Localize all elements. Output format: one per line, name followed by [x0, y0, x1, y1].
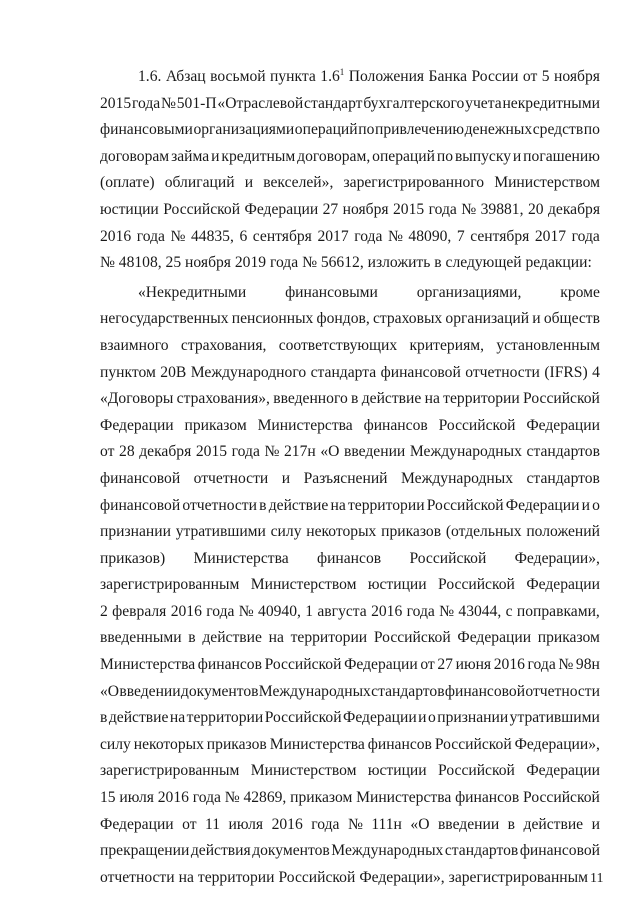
word: и	[281, 469, 291, 487]
word: Федерации»,	[514, 735, 600, 753]
word: кроме	[560, 283, 600, 301]
text-line	[100, 732, 600, 759]
word: по	[358, 121, 375, 139]
word: критериям,	[409, 336, 485, 354]
text-line	[100, 64, 600, 91]
text-line	[100, 386, 600, 413]
word: года	[206, 602, 235, 620]
word: в	[188, 629, 196, 647]
word: отчетности	[182, 496, 257, 514]
word: Министерством	[250, 576, 357, 594]
word: Министерством	[494, 174, 600, 192]
text-line	[100, 599, 600, 626]
word: по	[436, 147, 454, 165]
text-line	[100, 519, 600, 546]
word: 217н	[283, 443, 316, 461]
word: 7	[456, 227, 465, 245]
word: и	[532, 310, 541, 328]
word: документов	[180, 682, 259, 700]
word: Российской	[523, 789, 600, 807]
word: 40940,	[258, 602, 301, 620]
word: введении	[119, 682, 181, 700]
paragraph-amendment-text	[100, 280, 600, 892]
word: организациями	[193, 121, 295, 139]
text-line	[100, 838, 600, 865]
document-body	[100, 64, 600, 891]
word: «Отраслевой	[217, 94, 304, 112]
word: зарегистрированного	[343, 174, 485, 192]
word: Российской	[373, 629, 451, 647]
text-line	[100, 144, 600, 171]
word: 43044,	[458, 602, 502, 620]
word: финансовой	[380, 363, 461, 381]
word: отчетности	[465, 363, 540, 381]
word: Российской	[163, 200, 241, 218]
word: Международных	[258, 682, 371, 700]
word: 2016	[271, 815, 303, 833]
word: июля	[119, 789, 154, 807]
footnote-superscript: 1	[339, 67, 345, 77]
word: № 48108, 25 ноября 2019 года № 56612, изложить в следующей редакции:	[100, 254, 592, 272]
word: Российской	[426, 496, 504, 514]
word: силу	[100, 735, 131, 753]
word: отчетности	[100, 868, 175, 886]
word: векселей»,	[263, 174, 334, 192]
word: Федерации	[457, 629, 532, 647]
word: Министерства	[257, 416, 353, 434]
word: года	[406, 602, 435, 620]
word: Федерации	[526, 762, 600, 780]
word: года	[428, 200, 457, 218]
word: года	[571, 227, 600, 245]
text-line	[100, 758, 600, 785]
word: 4	[592, 363, 600, 381]
word: документов	[252, 842, 330, 860]
word: 2016	[170, 602, 202, 620]
word: стандартов	[371, 682, 445, 700]
word: Федерации	[526, 416, 600, 434]
word: Федерации	[344, 656, 418, 674]
word: бухгалтерского	[363, 94, 465, 112]
word: 20	[527, 200, 544, 218]
word: приказов)	[100, 549, 166, 567]
word: зарегистрированным	[100, 762, 240, 780]
text-line	[100, 625, 600, 652]
word: года	[136, 227, 165, 245]
word: Разъяснений	[303, 469, 388, 487]
paragraph-amendment-intro	[100, 64, 600, 277]
word: «О	[100, 682, 120, 700]
word: 2015	[195, 443, 228, 461]
word: пенсионных	[231, 310, 314, 328]
word: юстиции	[100, 200, 159, 218]
word: территории	[197, 868, 275, 886]
word: в	[351, 390, 359, 408]
word: действие	[523, 815, 584, 833]
word: 11	[205, 815, 221, 833]
word: учета	[465, 94, 502, 112]
word: №	[347, 815, 363, 833]
word: финансовой	[100, 496, 181, 514]
word: №	[170, 227, 186, 245]
word: года	[132, 94, 161, 112]
word: о	[427, 709, 436, 727]
word: августа	[317, 602, 367, 620]
text-line	[100, 652, 600, 679]
text-line	[100, 546, 600, 573]
word: 48090,	[408, 227, 452, 245]
word: Министерства	[269, 735, 365, 753]
word: №	[264, 443, 280, 461]
text-line	[100, 493, 600, 520]
word: отчетности	[193, 469, 269, 487]
word: облигаций	[164, 174, 235, 192]
word: стандартов	[526, 443, 600, 461]
text-line	[100, 170, 600, 197]
text-line	[100, 197, 600, 224]
word: действие	[202, 629, 262, 647]
word: года	[527, 656, 556, 674]
word: займа	[171, 147, 210, 165]
word: некредитными	[502, 94, 600, 112]
word: негосударственных	[100, 310, 229, 328]
word: 2017	[317, 227, 349, 245]
word: 27	[437, 656, 453, 674]
word: №	[161, 94, 176, 112]
word: от	[100, 443, 115, 461]
word: действие	[361, 390, 422, 408]
word: и	[581, 496, 590, 514]
word: приказов	[381, 523, 442, 541]
word: финансов	[363, 416, 428, 434]
word: утратившими	[175, 523, 266, 541]
word: Международного	[190, 363, 307, 381]
word: 28	[119, 443, 135, 461]
word: договорам	[100, 147, 170, 165]
word: 1.6.	[138, 68, 162, 85]
word: приказов	[206, 735, 267, 753]
word: силу	[270, 523, 302, 541]
word: Федерации	[343, 709, 417, 727]
word: стандартов	[526, 469, 600, 487]
word: на	[268, 629, 284, 647]
word: организаций	[445, 310, 530, 328]
word: Министерства	[193, 549, 289, 567]
word: финансовой	[444, 682, 526, 700]
word: взаимного	[100, 336, 169, 354]
word-with-superscript	[320, 64, 344, 91]
text-line	[100, 865, 600, 892]
word: в	[259, 496, 267, 514]
text-line	[100, 360, 600, 387]
word: с	[505, 602, 513, 620]
word: обществ	[543, 310, 600, 328]
word: некоторых	[306, 523, 377, 541]
word: Министерства	[356, 789, 452, 807]
word: Международных	[409, 443, 522, 461]
word: России	[471, 68, 519, 85]
word: действие	[268, 496, 329, 514]
word: юстиции	[367, 762, 427, 780]
word: финансовой	[519, 842, 600, 860]
word: приказом	[537, 629, 600, 647]
word: средств	[532, 121, 584, 139]
word: стандарта	[310, 363, 377, 381]
word: и	[211, 147, 220, 165]
word: Федерации»,	[359, 868, 445, 886]
text-line	[100, 413, 600, 440]
word: Российской	[264, 709, 342, 727]
word: действия	[190, 842, 251, 860]
word: Министерства	[100, 656, 196, 674]
word: Федерации	[526, 576, 600, 594]
word: и	[512, 147, 522, 165]
word: 27	[322, 200, 339, 218]
text-line	[100, 439, 600, 466]
word: года	[192, 789, 221, 807]
word: Федерации»,	[514, 549, 600, 567]
word: Российской	[438, 762, 515, 780]
word: приказом	[184, 416, 247, 434]
word: №	[558, 656, 574, 674]
word: отчетности	[525, 682, 600, 700]
text-line	[100, 117, 600, 144]
text-line	[100, 466, 600, 493]
word: 2015	[100, 94, 132, 112]
word: территории	[443, 390, 520, 408]
word: Российской	[523, 390, 600, 408]
word: 1	[305, 602, 314, 620]
word: (оплате)	[100, 174, 155, 192]
word: 5	[541, 68, 550, 85]
word: 6	[239, 227, 248, 245]
word: 1.6	[320, 68, 340, 85]
word: денежных	[464, 121, 533, 139]
word: восьмой	[210, 68, 266, 85]
word: установленным	[496, 336, 600, 354]
word: июля	[228, 815, 264, 833]
word: года	[354, 227, 383, 245]
word: территории	[347, 496, 425, 514]
word: в	[100, 709, 108, 727]
word: по	[583, 121, 600, 139]
word: стандартов	[444, 842, 519, 860]
word: 20В	[160, 363, 187, 381]
word: привлечению	[374, 121, 465, 139]
word: Абзац	[165, 68, 206, 85]
word: поправками,	[516, 602, 600, 620]
text-line	[100, 333, 600, 360]
word: договорам,	[297, 147, 371, 165]
word: признании	[437, 709, 509, 727]
word: введенными	[100, 629, 182, 647]
word: операций	[372, 147, 435, 165]
word: 15	[100, 789, 116, 807]
word: Российской	[438, 416, 516, 434]
word: территории	[186, 709, 264, 727]
word: выпуску	[454, 147, 511, 165]
text-line	[100, 785, 600, 812]
word: на	[178, 868, 194, 886]
word: сентября	[470, 227, 530, 245]
word: Российской	[264, 656, 342, 674]
page-number: 11	[590, 871, 604, 886]
word: года	[231, 443, 260, 461]
word: 44835,	[190, 227, 234, 245]
word: Федерации	[100, 815, 174, 833]
word: финансов	[316, 549, 382, 567]
word: территории	[290, 629, 368, 647]
word: страхования,	[180, 336, 267, 354]
text-line	[100, 306, 600, 333]
word: организациями,	[416, 283, 522, 301]
word: июня	[455, 656, 492, 674]
word: Положения	[348, 68, 425, 85]
word: финансовой	[100, 469, 181, 487]
text-line	[100, 280, 600, 307]
word: юстиции	[367, 576, 427, 594]
word: погашению	[523, 147, 600, 165]
word: Федерации	[100, 416, 174, 434]
word: финансовыми	[100, 121, 193, 139]
word: некоторых	[133, 735, 204, 753]
word: операций	[294, 121, 358, 139]
word: №	[439, 602, 455, 620]
word: февраля	[112, 602, 167, 620]
word: №	[461, 200, 477, 218]
word: Банка	[428, 68, 468, 85]
word: и	[591, 815, 600, 833]
word: Федерации	[244, 200, 319, 218]
word: положений	[526, 523, 600, 541]
word: декабря	[547, 200, 600, 218]
word: №	[238, 602, 254, 620]
word: «О	[320, 443, 340, 461]
word: Российской	[438, 576, 515, 594]
word: 111н	[371, 815, 402, 833]
word: приказом	[290, 789, 353, 807]
word: введении	[437, 815, 500, 833]
word: 2015	[393, 200, 425, 218]
word: пунктом	[100, 363, 156, 381]
word: прекращении	[100, 842, 190, 860]
word: кредитным	[221, 147, 296, 165]
word: утратившими	[509, 709, 600, 727]
word: сентября	[252, 227, 312, 245]
word: в	[507, 815, 516, 833]
word: зарегистрированным	[448, 868, 588, 886]
word: Российской	[409, 549, 487, 567]
word: 2016	[100, 227, 132, 245]
word: и	[244, 174, 254, 192]
word: и	[418, 709, 427, 727]
word: 2017	[534, 227, 567, 245]
word: (IFRS)	[544, 363, 588, 381]
word: на	[424, 390, 440, 408]
word: «О	[410, 815, 430, 833]
text-line	[100, 224, 600, 251]
text-line	[100, 679, 600, 706]
word: ноября	[342, 200, 389, 218]
text-line	[100, 705, 600, 732]
word: Международных	[331, 842, 444, 860]
word: 2016	[371, 602, 403, 620]
word: соответствующих	[278, 336, 398, 354]
word: признании	[100, 523, 171, 541]
word: введенного	[273, 390, 348, 408]
word: (отдельных	[445, 523, 522, 541]
word: 2	[100, 602, 108, 620]
word: о	[592, 496, 600, 514]
word: на	[169, 709, 186, 727]
word: года	[311, 815, 340, 833]
word: страхования»,	[176, 390, 270, 408]
word: финансов	[197, 656, 262, 674]
word: Международных	[400, 469, 514, 487]
text-line	[100, 572, 600, 599]
word: 42869,	[243, 789, 287, 807]
word: стандарт	[304, 94, 363, 112]
word: фондов,	[316, 310, 370, 328]
text-line	[100, 812, 600, 839]
word: финансов	[367, 735, 432, 753]
text-line	[100, 250, 600, 277]
word: 2016	[157, 789, 189, 807]
word: финансов	[455, 789, 520, 807]
word: 501-П	[176, 94, 217, 112]
word: страховых	[372, 310, 443, 328]
word: пункта	[270, 68, 316, 85]
word: декабря	[139, 443, 192, 461]
word: 2016	[493, 656, 525, 674]
word: от	[420, 656, 435, 674]
word: 39881,	[480, 200, 524, 218]
word: на	[330, 496, 346, 514]
word: от	[182, 815, 197, 833]
word: «Договоры	[100, 390, 174, 408]
word: ноября	[554, 68, 600, 85]
word: «Некредитными	[138, 283, 247, 301]
word: №	[224, 789, 240, 807]
word: от	[522, 68, 538, 85]
word: №	[387, 227, 403, 245]
word: Федерации	[505, 496, 580, 514]
word: Российской	[434, 735, 512, 753]
word: зарегистрированным	[100, 576, 240, 594]
word: действие	[108, 709, 169, 727]
word: 98н	[575, 656, 600, 674]
word: Министерством	[250, 762, 357, 780]
text-line	[100, 91, 600, 118]
word: введении	[344, 443, 406, 461]
word: финансовыми	[285, 283, 378, 301]
word: Российской	[278, 868, 356, 886]
